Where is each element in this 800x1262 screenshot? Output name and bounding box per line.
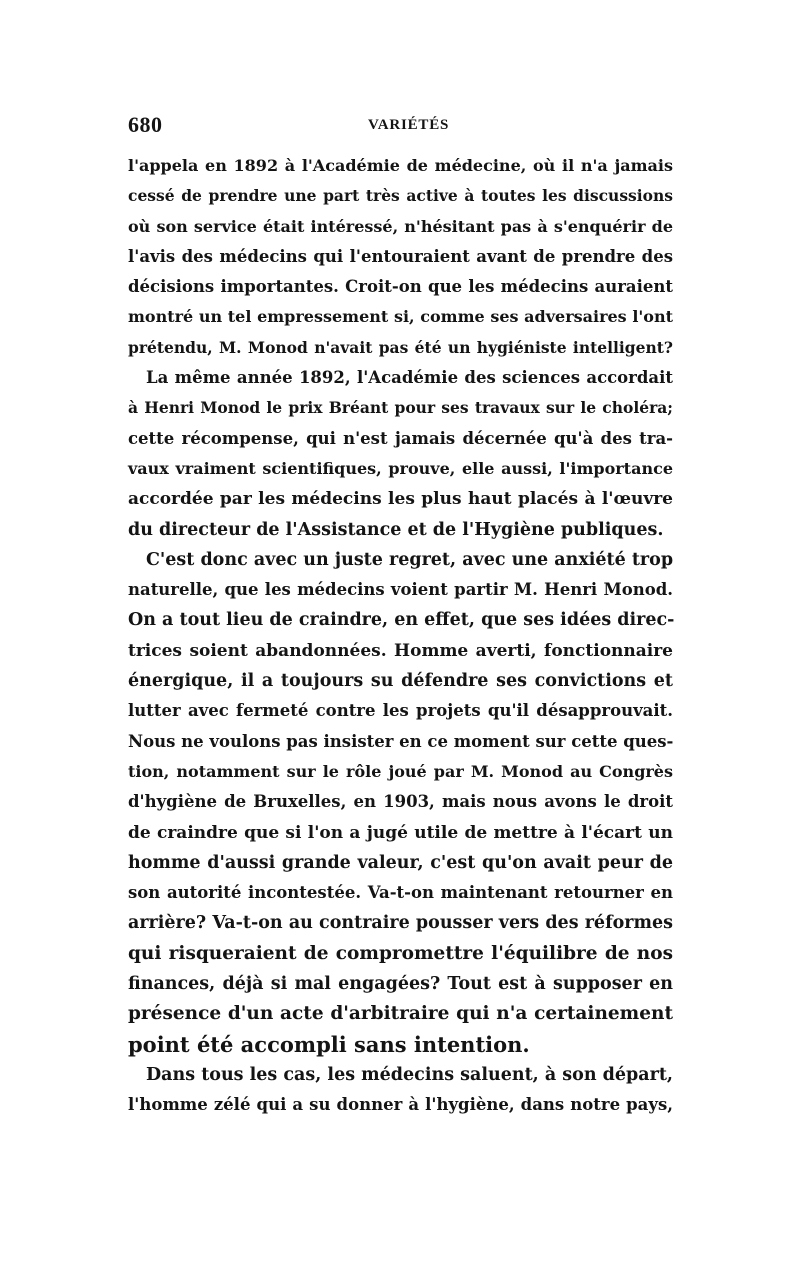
text-line: naturelle, que les médecins voient partir M. Henri Monod. <box>128 580 673 600</box>
text-line: cessé de prendre une part très active à toutes les discussions <box>128 186 673 206</box>
text-line: à Henri Monod le prix Bréant pour ses travaux sur le choléra; <box>128 398 673 418</box>
body-text <box>128 151 673 1121</box>
text-line: décisions importantes. Croit-on que les médecins auraient <box>128 277 673 297</box>
text-line: tion, notamment sur le rôle joué par M. Monod au Congrès <box>128 761 673 781</box>
text-line: l'appela en 1892 à l'Académie de médecine, où il n'a jamais <box>128 156 673 175</box>
running-head <box>128 112 673 144</box>
text-line: de craindre que si l'on a jugé utile de mettre à l'écart un <box>128 822 673 843</box>
text-line: où son service était intéressé, n'hésitant pas à s'enquérir de <box>128 216 673 236</box>
text-line: l'homme zélé qui a su donner à l'hygiène, dans notre pays, <box>128 1095 673 1115</box>
text-line: Nous ne voulons pas insister en ce moment sur cette ques- <box>128 731 674 751</box>
section-title: VARIÉTÉS <box>368 117 450 133</box>
text-line: On a tout lieu de craindre, en effet, que ses idées direc- <box>128 610 675 631</box>
text-line: arrière? Va-t-on au contraire pousser vers des réformes <box>128 913 673 934</box>
text-line: vaux vraiment scientifiques, prouve, elle aussi, l'importance <box>128 458 673 478</box>
text-line: trices soient abandonnées. Homme averti, fonctionnaire <box>128 640 673 661</box>
text-line: finances, déjà si mal engagées? Tout est à supposer en <box>128 974 673 995</box>
text-line: lutter avec fermeté contre les projets qu'il désapprouvait. <box>128 701 673 721</box>
text-line: d'hygiène de Bruxelles, en 1903, mais nous avons le droit <box>128 792 673 812</box>
text-line: cette récompense, qui n'est jamais décernée qu'à des tra- <box>128 428 673 448</box>
text-line: montré un tel empressement si, comme ses adversaires l'ont <box>128 307 673 327</box>
text-line: présence d'un acte d'arbitraire qui n'a certainement <box>128 1003 673 1025</box>
text-line: C'est donc avec un juste regret, avec une anxiété trop <box>146 549 674 570</box>
text-line: qui risqueraient de compromettre l'équilibre de nos <box>128 942 673 964</box>
text-line: prétendu, M. Monod n'avait pas été un hygiéniste intelligent? <box>128 337 673 357</box>
text-line: son autorité incontestée. Va-t-on maintenant retourner en <box>128 883 673 903</box>
text-line: énergique, il a toujours su défendre ses convictions et <box>128 671 673 692</box>
text-line: accordée par les médecins les plus haut placés à l'œuvre <box>128 489 673 510</box>
text-line: homme d'aussi grande valeur, c'est qu'on avait peur de <box>128 852 673 873</box>
text-line: point été accompli sans intention. <box>128 1031 530 1057</box>
text-line: Dans tous les cas, les médecins saluent, à son départ, <box>146 1064 673 1085</box>
text-line: du directeur de l'Assistance et de l'Hygiène publiques. <box>128 519 664 540</box>
page-number: 680 <box>128 112 163 137</box>
text-line: La même année 1892, l'Académie des sciences accordait <box>146 368 673 388</box>
text-line: l'avis des médecins qui l'entouraient avant de prendre des <box>128 246 673 266</box>
